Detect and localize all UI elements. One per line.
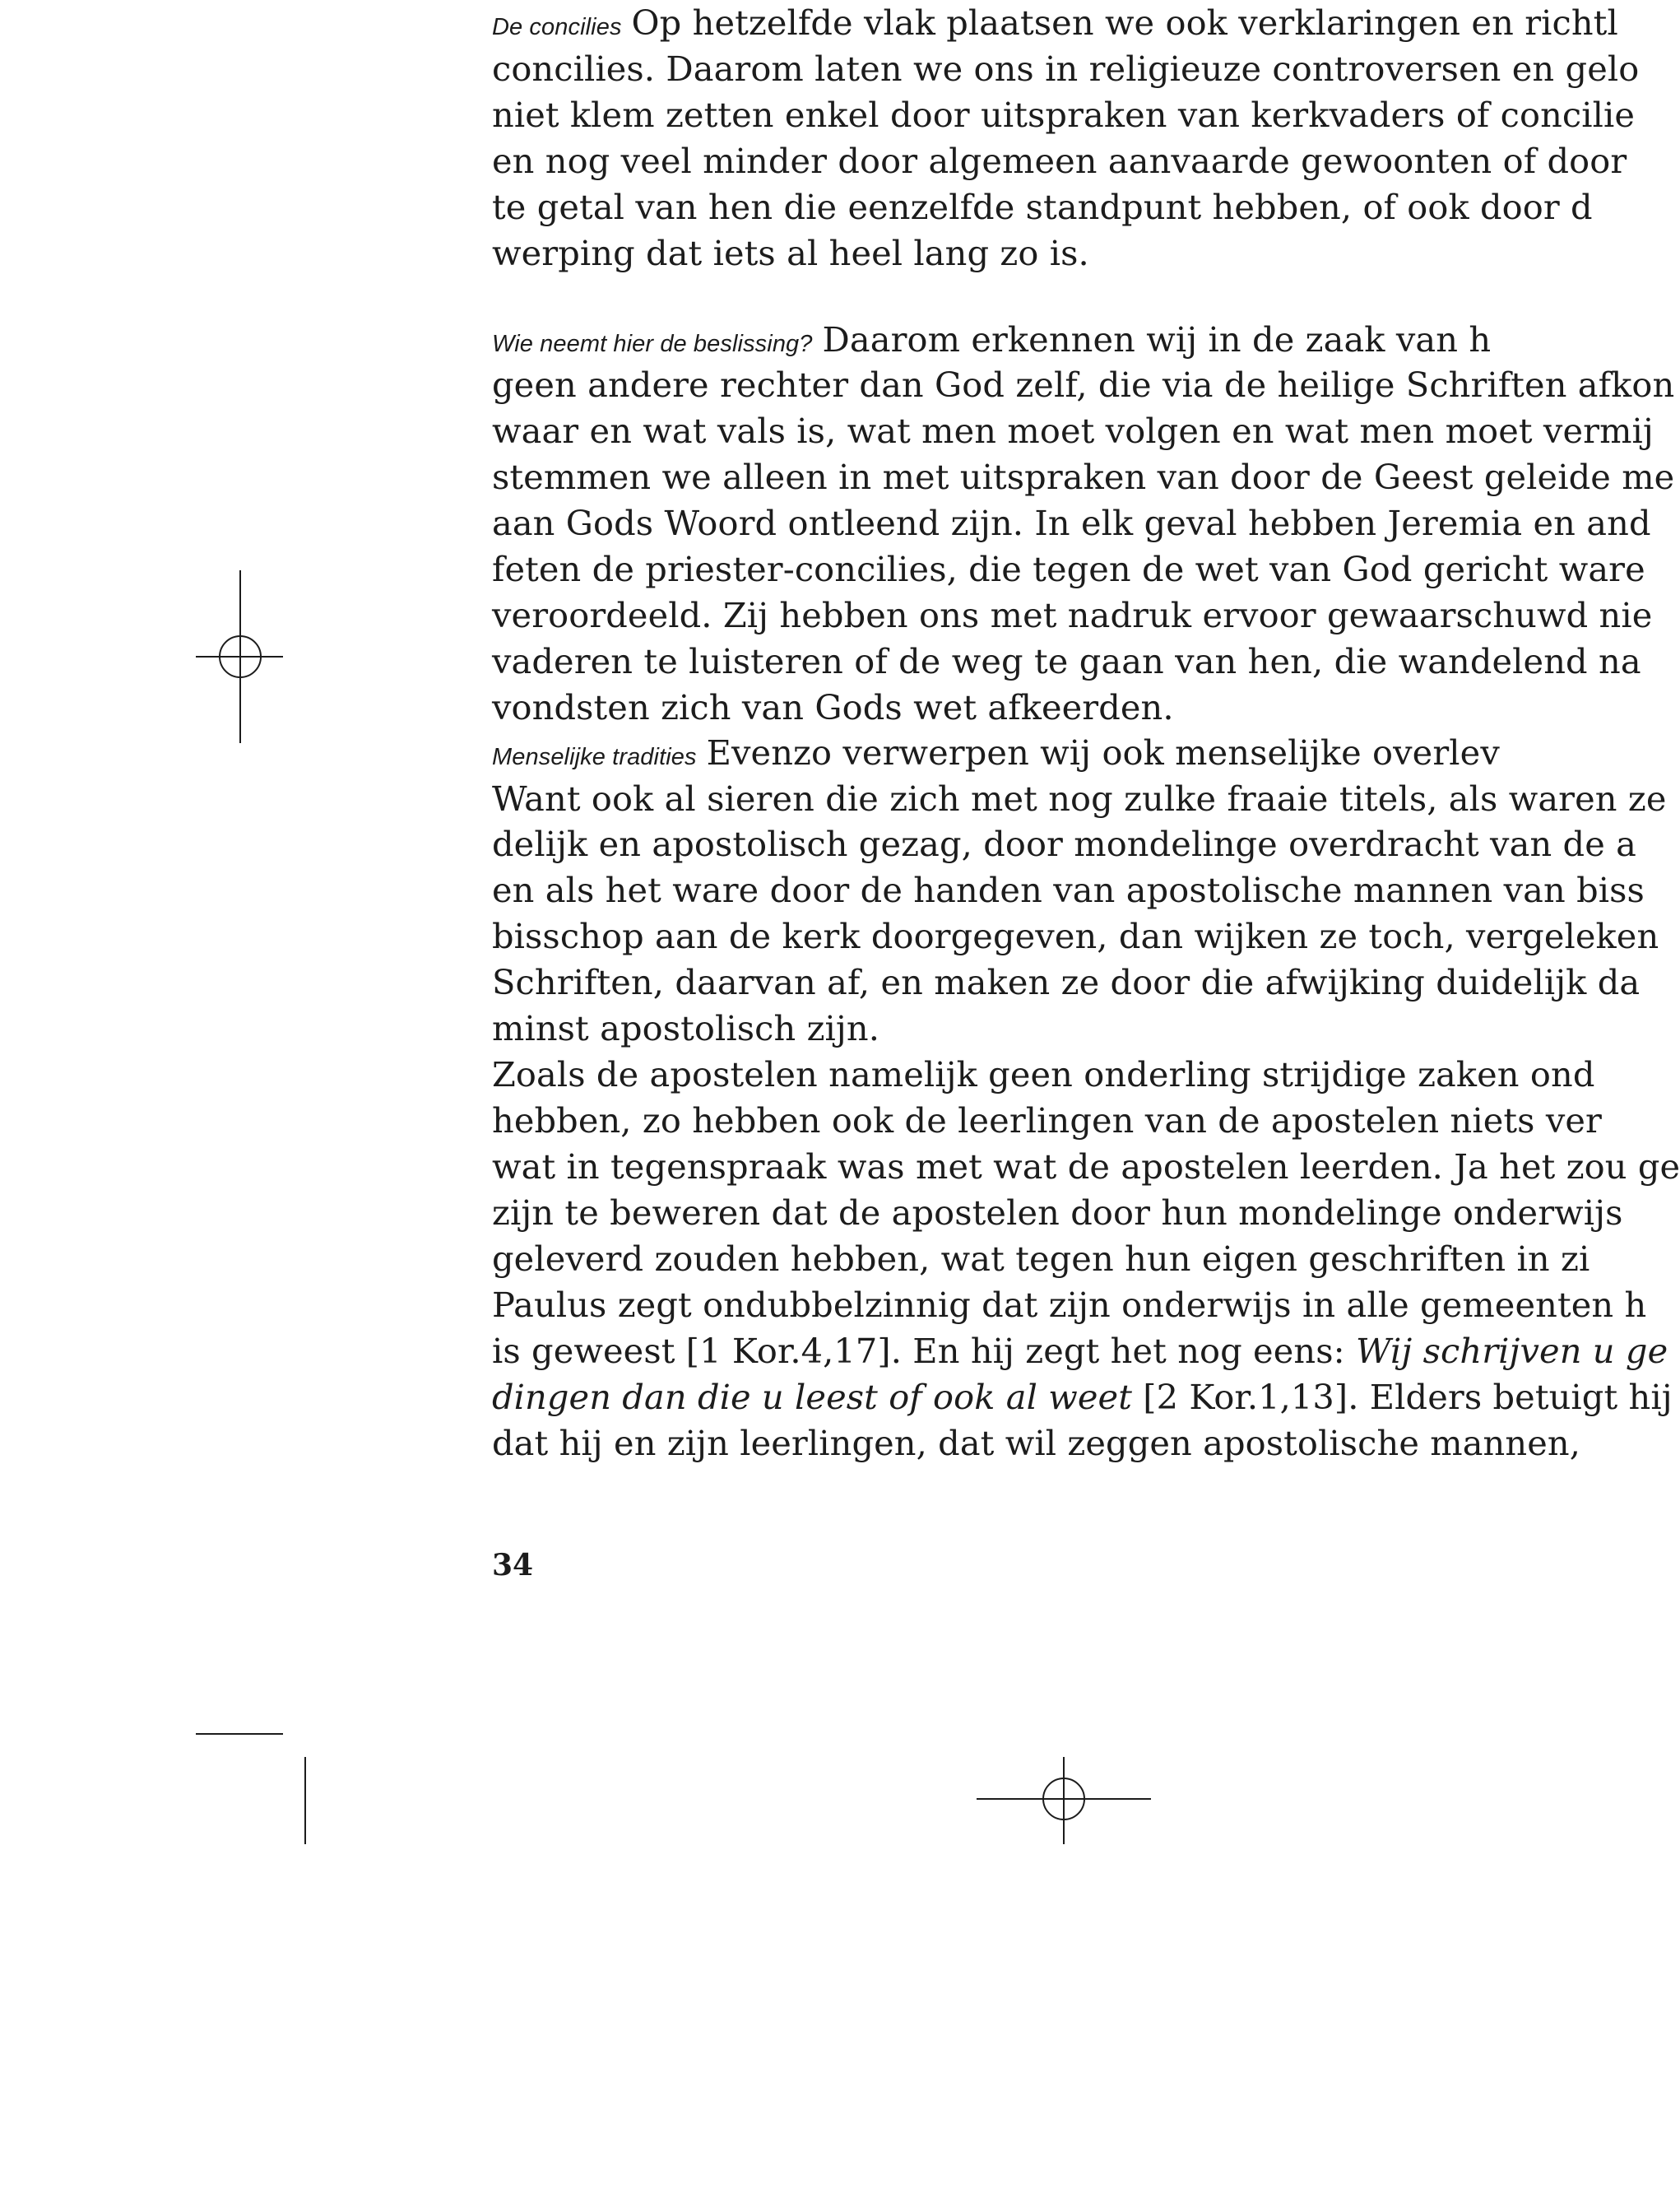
text-line: De concilies Op hetzelfde vlak plaatsen we ook verklaringen en richtl [492,2,1618,43]
margin-label-tradities: Menselijke tradities [492,744,697,770]
text-line: dat hij en zijn leerlingen, dat wil zeggen apostolische mannen, [492,1423,1580,1463]
text-line: Paulus zegt ondubbelzinnig dat zijn onderwijs in alle gemeenten h [492,1285,1647,1325]
text-line: geen andere rechter dan God zelf, die via de heilige Schriften afkon [492,365,1675,405]
text-line: concilies. Daarom laten we ons in religieuze controversen en gelo [492,49,1640,89]
text-line: Wie neemt hier de beslissing? Daarom erkennen wij in de zaak van h [492,319,1492,360]
crosshair-circle [1042,1778,1085,1820]
text-line: feten de priester-concilies, die tegen de wet van God gericht ware [492,549,1645,589]
text-line: is geweest [1 Kor.4,17]. En hij zegt het nog eens: Wij schrijven u ge [492,1331,1668,1371]
margin-label-beslissing: Wie neemt hier de beslissing? [492,331,813,357]
quote-italic: dingen dan die u leest of ook al weet [492,1377,1132,1417]
text-line: Menselijke tradities Evenzo verwerpen wij ook menselijke overlev [492,732,1500,773]
crosshair-circle [219,635,262,678]
crop-mark-horizontal [196,1733,283,1735]
text-line: delijk en apostolisch gezag, door mondelinge overdracht van de a [492,824,1637,864]
text-line: aan Gods Woord ontleend zijn. In elk geval hebben Jeremia en and [492,503,1651,543]
margin-label-concilies: De concilies [492,14,622,40]
crop-mark-vertical [304,1757,306,1844]
text-line: zijn te beweren dat de apostelen door hun mondelinge onderwijs [492,1192,1623,1233]
text-line: vondsten zich van Gods wet afkeerden. [492,687,1174,727]
text-line: minst apostolisch zijn. [492,1008,879,1048]
text-line: en als het ware door de handen van apostolische mannen van biss [492,870,1645,910]
text-line: vaderen te luisteren of de weg te gaan van hen, die wandelend na [492,641,1641,681]
text-line: hebben, zo hebben ook de leerlingen van de apostelen niets ver [492,1100,1602,1141]
text-line: stemmen we alleen in met uitspraken van door de Geest geleide me [492,457,1675,497]
text-line: Zoals de apostelen namelijk geen onderling strijdige zaken ond [492,1054,1595,1094]
text-line: werping dat iets al heel lang zo is. [492,233,1089,273]
text-line: bisschop aan de kerk doorgegeven, dan wijken ze toch, vergeleken [492,916,1659,956]
page-number: 34 [492,1548,534,1582]
text-line: en nog veel minder door algemeen aanvaarde gewoonten of door [492,141,1627,181]
text-line: geleverd zouden hebben, wat tegen hun eigen geschriften in zi [492,1239,1590,1279]
text-line: niet klem zetten enkel door uitspraken van kerkvaders of concilie [492,95,1636,135]
text-line: waar en wat vals is, wat men moet volgen en wat men moet vermij [492,411,1654,451]
text-line: Want ook al sieren die zich met nog zulke fraaie titels, als waren ze [492,778,1667,819]
text-line: dingen dan die u leest of ook al weet [2 Kor.1,13]. Elders betuigt hij [492,1377,1673,1417]
text-line: Schriften, daarvan af, en maken ze door die afwijking duidelijk da [492,962,1641,1002]
text-line: te getal van hen die eenzelfde standpunt hebben, of ook door d [492,187,1593,227]
text-line: wat in tegenspraak was met wat de apostelen leerden. Ja het zou ge [492,1146,1680,1187]
text-line: veroordeeld. Zij hebben ons met nadruk ervoor gewaarschuwd nie [492,595,1653,635]
quote-italic: Wij schrijven u ge [1355,1331,1668,1371]
